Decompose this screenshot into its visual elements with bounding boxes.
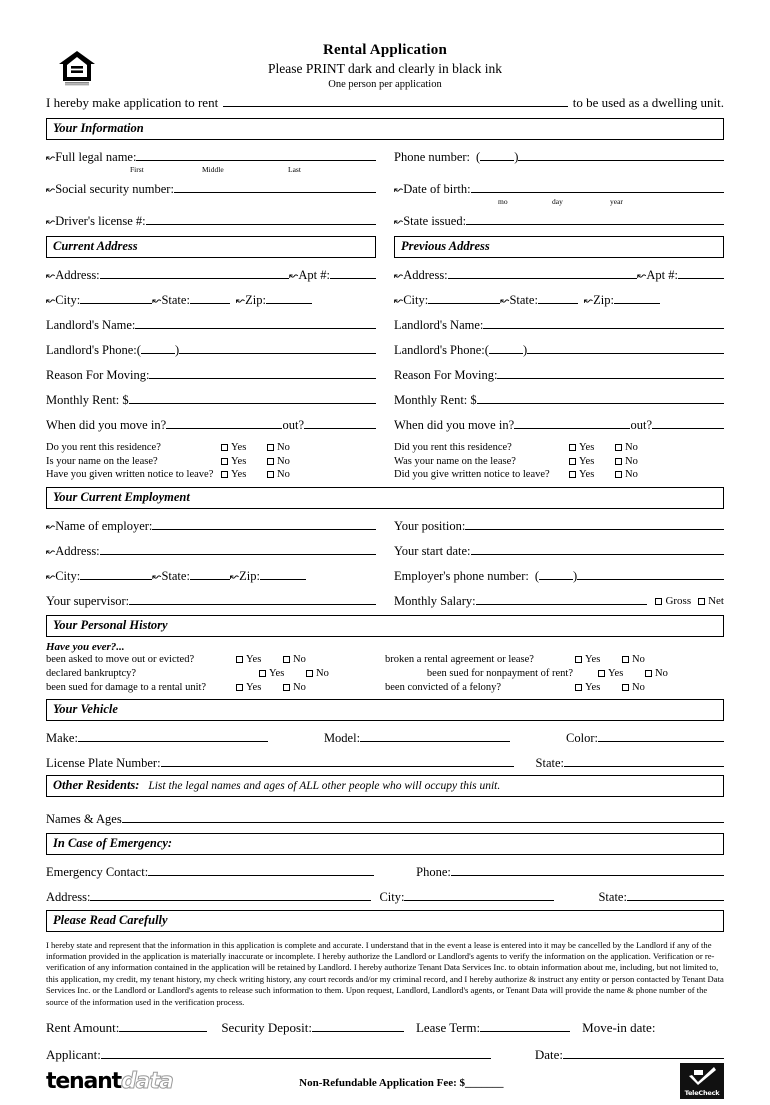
employer-address-row: [46, 543, 376, 559]
emergency-contact-input[interactable]: [148, 864, 374, 876]
emergency-address-input[interactable]: [90, 889, 371, 901]
vehicle-make-model-color-row: [46, 730, 724, 746]
ssn-input[interactable]: [174, 181, 376, 193]
no-option[interactable]: No: [622, 653, 645, 667]
drivers-license-input[interactable]: [146, 213, 376, 225]
color-input[interactable]: [598, 730, 724, 742]
history-right-cell: [385, 667, 724, 681]
previous-monthly-rent-input[interactable]: [477, 392, 724, 404]
checkbox-icon[interactable]: [615, 444, 622, 451]
vehicle-state-input[interactable]: [564, 755, 724, 767]
previous-landlord-name-input[interactable]: [483, 317, 724, 329]
mo-caption: mo: [498, 197, 508, 206]
checkbox-icon[interactable]: [569, 471, 576, 478]
city-label: City:: [55, 293, 81, 307]
section-header-current-employment: Your Current Employment: [46, 487, 724, 509]
yes-option[interactable]: Yes: [221, 455, 267, 469]
checkbox-icon[interactable]: [221, 444, 228, 451]
supervisor-label: Your supervisor:: [46, 593, 130, 608]
arrow-bullet-icon: ↜: [152, 294, 162, 307]
emergency-address-label: Address:: [46, 889, 91, 904]
security-deposit-label: Security Deposit:: [221, 1019, 312, 1035]
employer-city-input[interactable]: [80, 568, 152, 580]
check-mark-icon: [687, 1067, 717, 1085]
checkbox-icon[interactable]: [267, 458, 274, 465]
arrow-bullet-icon: ↜: [46, 151, 56, 164]
checkbox-icon[interactable]: [645, 670, 652, 677]
history-right-cell: [385, 681, 724, 695]
no-option[interactable]: No: [622, 681, 645, 695]
emergency-phone-input[interactable]: [451, 864, 724, 876]
previous-reason-for-moving-input[interactable]: [497, 367, 724, 379]
apt-label: Apt #:: [298, 268, 330, 282]
employment-body: [46, 509, 724, 609]
phone-number-row: Phone number: ( ): [394, 149, 724, 165]
terms-body: [46, 1020, 724, 1063]
previous-move-out-input[interactable]: [652, 417, 724, 429]
yes-option[interactable]: Yes: [236, 653, 283, 667]
day-caption: day: [552, 197, 563, 206]
full-legal-name-row: [46, 149, 376, 165]
previous-apt-input[interactable]: [678, 267, 724, 279]
current-state-input[interactable]: [190, 292, 230, 304]
arrow-bullet-icon: ↜: [46, 569, 56, 583]
question-row: [46, 441, 376, 455]
arrow-bullet-icon: ↜: [500, 294, 510, 307]
arrow-bullet-icon: ↜: [46, 215, 56, 228]
phone-area-code-input[interactable]: [480, 149, 514, 161]
question-label: Is your name on the lease?: [46, 455, 158, 467]
arrow-bullet-icon: ↜: [229, 569, 240, 583]
dob-subcaptions: [394, 197, 724, 206]
yes-option[interactable]: Yes: [221, 468, 267, 482]
section-header-read-carefully: Please Read Carefully: [46, 910, 724, 932]
lease-term-label: Lease Term:: [415, 1019, 481, 1035]
section-header-previous-address: Previous Address: [394, 236, 724, 258]
previous-landlord-area-code-input[interactable]: [489, 342, 523, 354]
checkbox-icon[interactable]: [569, 444, 576, 451]
checkbox-icon[interactable]: [221, 458, 228, 465]
current-landlord-area-code-input[interactable]: [141, 342, 175, 354]
names-ages-row: [46, 811, 724, 827]
current-city-row: [46, 292, 376, 308]
previous-zip-input[interactable]: [614, 292, 660, 304]
net-option[interactable]: Net: [698, 595, 724, 607]
date-label: Date:: [534, 1046, 564, 1062]
position-label: Your position:: [394, 518, 466, 533]
employer-name-label: Name of employer:: [55, 518, 153, 533]
arrow-bullet-icon: ↜: [394, 215, 404, 228]
no-option[interactable]: No: [645, 667, 668, 681]
employer-zip-label: Zip:: [239, 568, 260, 583]
current-move-in-input[interactable]: [166, 417, 282, 429]
current-apt-input[interactable]: [330, 267, 376, 279]
yes-option[interactable]: Yes: [575, 653, 622, 667]
arrow-bullet-icon: ↜: [46, 294, 56, 307]
current-landlord-name-row: [46, 317, 376, 333]
question-label: Have you given written notice to leave?: [46, 469, 214, 480]
legal-disclosure-text: I hereby state and represent that the information in this application is complete and accurate. I understand that in the event a lease is entered into it may be cancelled by the Landlord if any of the information provided in the application is materially inaccurate or incomplete. I hereby authorize the Landlord or Landlord's agents to verify the information on the application. Verification or re-verification of any information contained in the application will be retained by Landlord. I hereby authorize Tenant Data Services Inc. to obtain information about me, including, but not limited to, this application, my credit, my tenant history, my check writing history, any court records and/or my criminal record, and I hereby authorize & instruct any entity or person contacted by Tenant Data Services Inc. or the Landlord or Landlord's agents to release such information to them. Upon request, Landlord, Landlord's agents, or Tenant Data will provide the name & phone number of the source of the information used in the verification process.: [46, 939, 724, 1007]
history-row: [46, 681, 724, 695]
previous-city-input[interactable]: [428, 292, 500, 304]
checkbox-icon[interactable]: [306, 670, 313, 677]
history-row: [46, 653, 724, 667]
move-in-date-label: Move-in date:: [582, 1019, 656, 1035]
current-address-input[interactable]: [100, 267, 290, 279]
name-subcaptions: [46, 165, 376, 174]
rent-amount-label: Rent Amount:: [46, 1019, 120, 1035]
current-reason-for-moving-input[interactable]: [149, 367, 376, 379]
make-input[interactable]: [78, 730, 268, 742]
model-input[interactable]: [360, 730, 510, 742]
employer-phone-label: Employer's phone number:: [394, 568, 529, 583]
state-issued-label: State issued:: [403, 214, 467, 228]
no-option[interactable]: No: [267, 468, 290, 482]
state-label: State:: [509, 293, 538, 307]
names-ages-label: Names & Ages: [46, 811, 122, 826]
drivers-license-row: [46, 213, 376, 229]
checkbox-icon[interactable]: [236, 656, 243, 663]
no-option[interactable]: No: [306, 667, 329, 681]
emergency-city-input[interactable]: [404, 889, 554, 901]
date-of-birth-label: Date of birth:: [403, 182, 471, 196]
question-row: [46, 455, 376, 469]
yes-option[interactable]: Yes: [575, 681, 622, 695]
gross-option[interactable]: Gross: [655, 595, 691, 607]
application-to-rent-line: [46, 94, 724, 111]
employer-zip-input[interactable]: [260, 568, 306, 580]
emergency-contact-label: Emergency Contact:: [46, 864, 149, 879]
have-you-ever-label: Have you ever?...: [46, 640, 125, 653]
city-label: City:: [403, 293, 429, 307]
move-out-label: out?: [282, 418, 304, 432]
arrow-bullet-icon: ↜: [583, 294, 594, 307]
employer-address-input[interactable]: [100, 543, 376, 555]
make-label: Make:: [46, 730, 78, 745]
employer-name-input[interactable]: [152, 518, 376, 530]
other-residents-body: [46, 811, 724, 827]
checkbox-icon[interactable]: [259, 670, 266, 677]
landlord-phone-label: Landlord's Phone:: [394, 343, 485, 357]
previous-landlord-phone-input[interactable]: [527, 342, 724, 354]
applicant-signature-input[interactable]: [101, 1047, 491, 1059]
equal-housing-opportunity-logo: [56, 48, 98, 88]
zip-label: Zip:: [593, 293, 614, 307]
current-address-row: [46, 267, 376, 283]
history-row: [46, 667, 724, 681]
supervisor-row: [46, 593, 376, 609]
phone-number-input[interactable]: [518, 149, 724, 161]
previous-state-input[interactable]: [538, 292, 578, 304]
position-row: [394, 518, 724, 534]
move-in-label: When did you move in?: [394, 418, 515, 432]
year-caption: year: [610, 197, 623, 206]
yes-option[interactable]: Yes: [569, 441, 615, 455]
yes-option[interactable]: Yes: [259, 667, 306, 681]
state-issued-input[interactable]: [466, 213, 724, 225]
section-header-your-information: Your Information: [46, 118, 724, 140]
checkbox-icon[interactable]: [283, 656, 290, 663]
section-header-emergency: In Case of Emergency:: [46, 833, 724, 855]
question-label: been sued for nonpayment of rent?: [426, 667, 573, 679]
start-date-row: [394, 543, 724, 559]
license-plate-input[interactable]: [161, 755, 514, 767]
previous-reason-for-moving-row: [394, 367, 724, 383]
question-row: [394, 455, 724, 469]
address-section-headers: [46, 236, 724, 258]
current-address-block: [46, 258, 385, 482]
emergency-phone-label: Phone:: [416, 864, 451, 879]
intro-tail: to be used as a dwelling unit.: [572, 95, 724, 110]
move-in-label: When did you move in?: [46, 418, 167, 432]
arrow-bullet-icon: ↜: [289, 269, 299, 282]
zip-label: Zip:: [245, 293, 266, 307]
page-header: [0, 0, 770, 90]
checkbox-icon[interactable]: [236, 684, 243, 691]
start-date-label: Your start date:: [394, 543, 471, 558]
previous-landlord-name-row: [394, 317, 724, 333]
question-label: Did you rent this residence?: [394, 442, 512, 453]
current-monthly-rent-input[interactable]: [129, 392, 376, 404]
employer-phone-input[interactable]: [577, 568, 724, 580]
section-header-personal-history: Your Personal History: [46, 615, 724, 637]
telecheck-logo: [680, 1063, 724, 1099]
question-row: [394, 441, 724, 455]
question-label: Did you give written notice to leave?: [394, 469, 550, 480]
no-option[interactable]: No: [615, 455, 638, 469]
question-label: broken a rental agreement or lease?: [385, 653, 534, 665]
first-caption: First: [130, 165, 144, 174]
color-label: Color:: [566, 730, 598, 745]
history-left-cell: [46, 667, 385, 681]
arrow-bullet-icon: ↜: [235, 294, 246, 307]
checkbox-icon[interactable]: [283, 684, 290, 691]
vehicle-body: [46, 730, 724, 771]
position-input[interactable]: [465, 518, 724, 530]
history-right-cell: [385, 653, 724, 667]
question-label: Do you rent this residence?: [46, 442, 161, 453]
employer-phone-row: Employer's phone number: ( ): [394, 568, 724, 584]
employer-state-label: State:: [161, 568, 190, 583]
one-person-note: One person per application: [328, 79, 442, 90]
address-bodies: [46, 258, 724, 482]
employer-state-input[interactable]: [190, 568, 230, 580]
current-move-in-out-row: [46, 417, 376, 433]
tenant-wordmark: tenant: [46, 1068, 121, 1094]
yes-option[interactable]: Yes: [569, 468, 615, 482]
lease-term-input[interactable]: [480, 1020, 570, 1032]
drivers-license-label: Driver's license #:: [55, 214, 146, 228]
arrow-bullet-icon: ↜: [637, 269, 647, 282]
applicant-signature-row: [46, 1047, 724, 1063]
checkbox-icon[interactable]: [575, 656, 582, 663]
previous-monthly-rent-row: [394, 392, 724, 408]
previous-move-in-out-row: [394, 417, 724, 433]
employer-city-label: City:: [55, 568, 81, 583]
monthly-rent-label: Monthly Rent: $: [394, 393, 477, 407]
checkbox-icon[interactable]: [221, 471, 228, 478]
terms-row: [46, 1020, 724, 1036]
landlord-phone-label: Landlord's Phone:: [46, 343, 137, 357]
employer-city-row: [46, 568, 376, 584]
full-legal-name-label: Full legal name:: [55, 150, 137, 164]
monthly-salary-row: [394, 593, 724, 609]
footer: [46, 1065, 724, 1105]
checkbox-icon[interactable]: [615, 458, 622, 465]
personal-history-body: [46, 641, 724, 695]
emergency-state-input[interactable]: [627, 889, 724, 901]
license-plate-row: [46, 755, 724, 771]
names-ages-input[interactable]: [122, 811, 724, 823]
question-label: declared bankruptcy?: [46, 667, 137, 679]
monthly-salary-label: Monthly Salary:: [394, 593, 476, 608]
yes-option[interactable]: Yes: [221, 441, 267, 455]
application-fee-label: Non-Refundable Application Fee: $_______: [299, 1076, 504, 1089]
other-residents-note: List the legal names and ages of ALL other people who will occupy this unit.: [148, 779, 501, 792]
checkbox-icon[interactable]: [575, 684, 582, 691]
yes-option[interactable]: Yes: [569, 455, 615, 469]
data-wordmark: data: [120, 1068, 173, 1094]
ssn-row: [46, 181, 376, 197]
current-zip-input[interactable]: [266, 292, 312, 304]
full-legal-name-input[interactable]: [136, 149, 376, 161]
rent-property-input[interactable]: [223, 94, 568, 107]
history-left-cell: [46, 653, 385, 667]
section-header-current-address: Current Address: [46, 236, 376, 258]
current-move-out-input[interactable]: [304, 417, 376, 429]
vehicle-state-label: State:: [535, 755, 564, 770]
landlord-name-label: Landlord's Name:: [394, 318, 484, 332]
no-option[interactable]: No: [615, 468, 638, 482]
telecheck-label: TeleCheck: [684, 1088, 720, 1097]
emergency-contact-row: [46, 864, 724, 880]
checkbox-icon[interactable]: [267, 444, 274, 451]
current-landlord-phone-input[interactable]: [179, 342, 376, 354]
state-label: State:: [161, 293, 190, 307]
date-of-birth-row: [394, 181, 724, 197]
model-label: Model:: [323, 730, 361, 745]
current-city-input[interactable]: [80, 292, 152, 304]
security-deposit-input[interactable]: [312, 1020, 404, 1032]
arrow-bullet-icon: ↜: [394, 294, 404, 307]
emergency-state-label: State:: [598, 889, 627, 904]
move-out-label: out?: [630, 418, 652, 432]
arrow-bullet-icon: ↜: [46, 269, 56, 282]
address-label: Address:: [55, 268, 100, 282]
monthly-rent-label: Monthly Rent: $: [46, 393, 129, 407]
checkbox-icon[interactable]: [267, 471, 274, 478]
arrow-bullet-icon: ↜: [394, 183, 404, 196]
emergency-city-label: City:: [379, 889, 405, 904]
checkbox-icon[interactable]: [655, 598, 662, 605]
arrow-bullet-icon: ↜: [46, 544, 56, 558]
print-instruction: Please PRINT dark and clearly in black ink: [267, 61, 503, 76]
arrow-bullet-icon: ↜: [46, 519, 56, 533]
previous-city-row: [394, 292, 724, 308]
checkbox-icon[interactable]: [598, 670, 605, 677]
state-issued-row: [394, 213, 724, 229]
previous-address-block: [385, 258, 724, 482]
applicant-label: Applicant:: [46, 1046, 101, 1062]
phone-number-label: Phone number:: [394, 150, 471, 164]
no-option[interactable]: No: [615, 441, 638, 455]
reason-for-moving-label: Reason For Moving:: [46, 368, 150, 382]
current-address-questions: [46, 441, 376, 482]
date-of-birth-input[interactable]: [471, 181, 724, 193]
no-option[interactable]: No: [267, 441, 290, 455]
yes-option[interactable]: Yes: [236, 681, 283, 695]
checkbox-icon[interactable]: [569, 458, 576, 465]
section-header-other-residents: [46, 775, 724, 797]
arrow-bullet-icon: ↜: [394, 269, 404, 282]
no-option[interactable]: No: [283, 653, 306, 667]
no-option[interactable]: No: [267, 455, 290, 469]
license-plate-label: License Plate Number:: [46, 755, 161, 770]
arrow-bullet-icon: ↜: [46, 183, 56, 196]
checkbox-icon[interactable]: [622, 684, 629, 691]
question-label: been asked to move out or evicted?: [46, 653, 195, 665]
employer-address-label: Address:: [55, 543, 100, 558]
previous-landlord-phone-row: Landlord's Phone: ( ): [394, 342, 724, 358]
question-label: been sued for damage to a rental unit?: [46, 681, 207, 693]
arrow-bullet-icon: ↜: [152, 569, 162, 583]
current-reason-for-moving-row: [46, 367, 376, 383]
tenant-data-logo: [46, 1069, 173, 1094]
current-monthly-rent-row: [46, 392, 376, 408]
middle-caption: Middle: [202, 165, 224, 174]
previous-address-row: [394, 267, 724, 283]
checkbox-icon[interactable]: [615, 471, 622, 478]
employer-name-row: [46, 518, 376, 534]
checkbox-icon[interactable]: [622, 656, 629, 663]
last-caption: Last: [288, 165, 301, 174]
section-header-vehicle: Your Vehicle: [46, 699, 724, 721]
history-left-cell: [46, 681, 385, 695]
yes-option[interactable]: Yes: [598, 667, 645, 681]
previous-address-questions: [394, 441, 724, 482]
ssn-label: Social security number:: [55, 182, 174, 196]
intro-lead: I hereby make application to rent: [46, 95, 219, 110]
monthly-salary-input[interactable]: [476, 593, 648, 605]
supervisor-input[interactable]: [129, 593, 376, 605]
landlord-name-label: Landlord's Name:: [46, 318, 136, 332]
previous-move-in-input[interactable]: [514, 417, 630, 429]
no-option[interactable]: No: [283, 681, 306, 695]
apt-label: Apt #:: [646, 268, 678, 282]
question-label: Was your name on the lease?: [394, 455, 516, 467]
question-row: [46, 468, 376, 482]
checkbox-icon[interactable]: [698, 598, 705, 605]
emergency-address-row: [46, 889, 724, 905]
question-label: been convicted of a felony?: [385, 681, 502, 693]
current-landlord-name-input[interactable]: [135, 317, 376, 329]
employer-area-code-input[interactable]: [539, 568, 573, 580]
previous-address-input[interactable]: [448, 267, 638, 279]
emergency-body: [46, 864, 724, 905]
reason-for-moving-label: Reason For Moving:: [394, 368, 498, 382]
your-information-body: [46, 140, 724, 229]
other-residents-label: Other Residents:: [53, 777, 140, 792]
page-title: Rental Application: [322, 42, 448, 58]
rent-amount-input[interactable]: [119, 1020, 207, 1032]
question-row: [394, 468, 724, 482]
date-input[interactable]: [563, 1047, 724, 1059]
current-landlord-phone-row: Landlord's Phone: ( ): [46, 342, 376, 358]
start-date-input[interactable]: [471, 543, 724, 555]
address-label: Address:: [403, 268, 448, 282]
